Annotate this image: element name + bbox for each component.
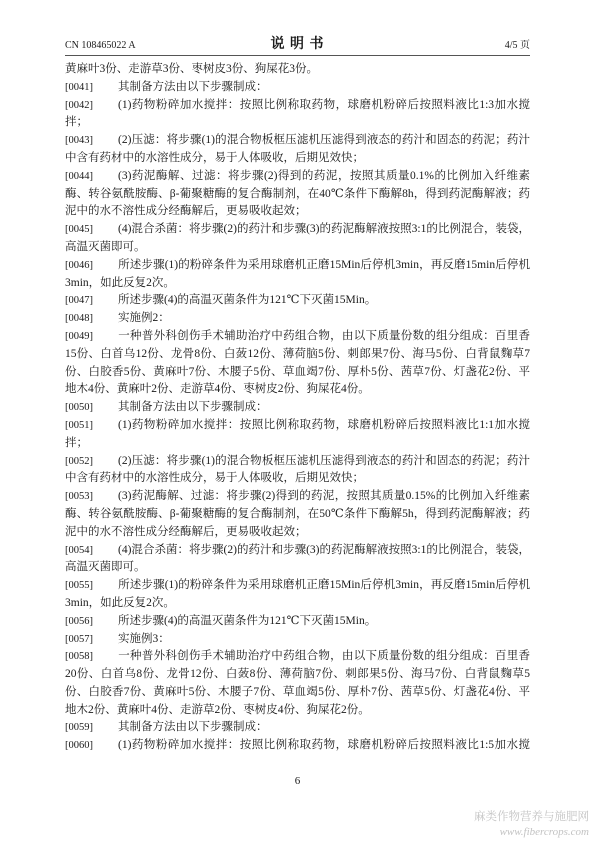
- paragraph-number: [0053]: [65, 491, 93, 503]
- page-indicator: 4/5 页: [504, 40, 530, 51]
- paragraph-text: (3)药泥酶解、过滤：将步骤(2)得到的药泥，按照其质量0.1%的比例加入纤维素酶、转谷氨酰胺酶、β-葡聚糖酶的复合酶制剂，在40℃条件下酶解8h，得到药泥酶解液；药泥中的水不溶性成分经酶解后，更易吸收起效；: [65, 169, 530, 218]
- paragraph-0056: [65, 613, 530, 631]
- paragraph-number: [0060]: [65, 740, 93, 752]
- paragraph-text: 一种普外科创伤手术辅助治疗中药组合物，由以下质量份数的组分组成：百里香15份、白首乌12份、龙骨8份、白蔹12份、薄荷脑5份、刺郎果7份、海马5份、白背鼠麴草7份、白胶香5份、黄麻叶7份、木腰子5份、草血竭7份、厚朴5份、茜草7份、灯盏花2份、平地木4份、黄麻叶2份、走游草4份、枣树皮2份、狗屎花4份。: [65, 329, 530, 396]
- paragraph-number: [0050]: [65, 402, 93, 414]
- paragraph-0042: [65, 97, 530, 133]
- paragraph-0058: [65, 648, 530, 719]
- paragraph-0047: [65, 292, 530, 310]
- paragraph-text: 实施例3：: [118, 632, 170, 645]
- paragraph-0060: [65, 737, 530, 755]
- paragraph-text: (1)药物粉碎加水搅拌：按照比例称取药物，球磨机粉碎后按照料液比1:1加水搅拌；: [65, 418, 530, 449]
- paragraph-text: 其制备方法由以下步骤制成：: [118, 721, 268, 734]
- paragraph-number: [0041]: [65, 81, 93, 93]
- paragraph-number: [0042]: [65, 99, 93, 111]
- paragraph-0045: [65, 221, 530, 257]
- paragraph-0043: [65, 132, 530, 168]
- paragraph-number: [0056]: [65, 615, 93, 627]
- document-header: [65, 36, 530, 56]
- paragraph-text: (2)压滤：将步骤(1)的混合物板框压滤机压滤得到液态的药汁和固态的药泥；药汁中含有药材中的水溶性成分，易于人体吸收，后期见效快；: [65, 134, 530, 164]
- paragraph-text: 一种普外科创伤手术辅助治疗中药组合物，由以下质量份数的组分组成：百里香20份、白首乌8份、龙骨12份、白蔹8份、薄荷脑7份、刺郎果5份、海马7份、白背鼠麴草5份、白胶香7份、黄麻叶5份、木腰子7份、草血竭5份、厚朴7份、茜草5份、灯盏花4份、平地木2份、黄麻叶4份、走游草2份、枣树皮4份、狗屎花2份。: [65, 650, 530, 716]
- paragraph-number: [0049]: [65, 330, 93, 342]
- paragraph-text: 所述步骤(1)的粉碎条件为采用球磨机正磨15Min后停机3min，再反磨15min后停机3min，如此反复2次。: [65, 579, 530, 609]
- watermark: [474, 810, 589, 839]
- paragraph-text: 其制备方法由以下步骤制成：: [118, 80, 268, 93]
- paragraph-0055: [65, 577, 530, 613]
- paragraph-number: [0047]: [65, 295, 93, 307]
- paragraph-number: [0052]: [65, 455, 93, 467]
- paragraph-number: [0045]: [65, 224, 93, 236]
- paragraph-number: [0043]: [65, 135, 93, 147]
- paragraph-text: 所述步骤(4)的高温灭菌条件为121℃下灭菌15Min。: [118, 614, 377, 627]
- paragraph-text: (3)药泥酶解、过滤：将步骤(2)得到的药泥，按照其质量0.15%的比例加入纤维素酶、转谷氨酰胺酶、β-葡聚糖酶的复合酶制剂，在50℃条件下酶解5h，得到药泥酶解液；药泥中的水不溶性成分经酶解后，更易吸收起效；: [65, 490, 530, 538]
- paragraph-text: 其制备方法由以下步骤制成：: [118, 401, 268, 414]
- paragraph-text: (1)药物粉碎加水搅拌：按照比例称取药物，球磨机粉碎后按照料液比1:5加水搅: [118, 739, 530, 752]
- patent-number: CN 108465022 A: [65, 40, 136, 51]
- paragraph-0041: [65, 79, 530, 97]
- paragraph-0044: [65, 168, 530, 221]
- paragraph-0049: [65, 328, 530, 399]
- watermark-url: www.fibercrops.com: [499, 826, 589, 838]
- paragraph-0048: [65, 310, 530, 328]
- paragraph-number: [0048]: [65, 313, 93, 325]
- paragraph-text: (2)压滤：将步骤(1)的混合物板框压滤机压滤得到液态的药汁和固态的药泥；药汁中含有药材中的水溶性成分，易于人体吸收，后期见效快；: [65, 454, 530, 485]
- paragraph-text: 所述步骤(4)的高温灭菌条件为121℃下灭菌15Min。: [118, 294, 377, 307]
- description-body: [65, 61, 530, 755]
- page-number: 6: [294, 775, 301, 787]
- paragraph-0053: [65, 488, 530, 541]
- paragraph-text: (4)混合杀菌：将步骤(2)的药汁和步骤(3)的药泥酶解液按照3:1的比例混合，装袋，高温灭菌即可。: [65, 223, 530, 253]
- paragraph-number: [0054]: [65, 544, 93, 556]
- paragraph-0052: [65, 453, 530, 489]
- lead-line: 黄麻叶3份、走游草3份、枣树皮3份、狗屎花3份。: [65, 63, 318, 75]
- document-title: 说 明 书: [270, 37, 325, 52]
- paragraph-0054: [65, 542, 530, 578]
- watermark-site-name: 麻类作物营养与施肥网: [474, 811, 589, 823]
- paragraph-number: [0044]: [65, 170, 93, 182]
- paragraph-number: [0058]: [65, 651, 93, 663]
- paragraph-number: [0057]: [65, 633, 93, 645]
- paragraph-0050: [65, 399, 530, 417]
- paragraph-text: (1)药物粉碎加水搅拌：按照比例称取药物，球磨机粉碎后按照料液比1:3加水搅拌；: [65, 98, 530, 129]
- paragraph-number: [0055]: [65, 580, 93, 592]
- paragraph-number: [0046]: [65, 259, 93, 271]
- paragraph-text: 所述步骤(1)的粉碎条件为采用球磨机正磨15Min后停机3min，再反磨15min后停机3min，如此反复2次。: [65, 258, 530, 289]
- paragraph-text: 实施例2：: [118, 312, 170, 325]
- paragraph-0046: [65, 257, 530, 293]
- paragraph-0051: [65, 417, 530, 453]
- paragraph-0057: [65, 631, 530, 649]
- paragraph-text: (4)混合杀菌：将步骤(2)的药汁和步骤(3)的药泥酶解液按照3:1的比例混合，装袋，高温灭菌即可。: [65, 543, 530, 574]
- paragraph-0059: [65, 719, 530, 737]
- paragraph-number: [0051]: [65, 419, 93, 431]
- paragraph-number: [0059]: [65, 722, 93, 734]
